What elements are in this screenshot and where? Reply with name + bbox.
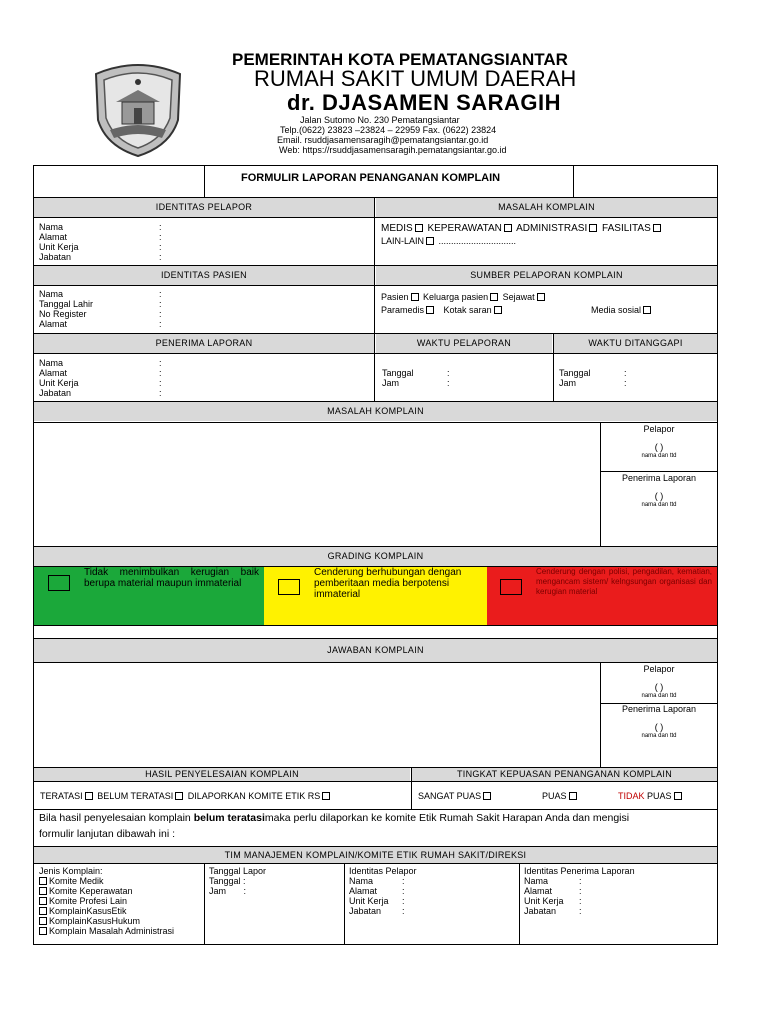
pasien-nama-label: Nama xyxy=(39,289,64,299)
hospital-logo-icon xyxy=(90,60,186,158)
hospital-title: RUMAH SAKIT UMUM DAERAH xyxy=(254,66,577,91)
pelapor-alamat-label: Alamat xyxy=(39,232,68,242)
tanggal-lapor-title: Tanggal Lapor xyxy=(209,866,267,876)
note-line1: Bila hasil penyelesaian komplain belum teratasimaka perlu dilaporkan ke komite Etik Rumah Sakit Harapan Anda dan mengisi xyxy=(39,812,630,824)
complaint-form: FORMULIR LAPORAN PENANGANAN KOMPLAIN IDENTITAS PELAPOR MASALAH KOMPLAIN Nama Alamat Unit Kerja Jabatan : : : : MEDIS KEPERAWATAN ADMINISTRASI FASILITAS LAIN-LAIN ............................... IDENTITAS PASIEN SUMBER PELAPORAN KOMPLAIN Nama Tanggal Lahir No Register Alamat : : : : Pasien Keluarga pasien Sejawat Paramedis Kotak saran Media sosial PENERIMA LAPORAN WAKTU PELAPORAN WAKTU DITANGGAPI Nama Alamat Unit Kerja Jabatan : : : : Tanggal Jam : : Tanggal Jam : : MASALAH KOMPLAIN Pelapor ( ) nama dan ttd Penerima Laporan ( ) nama dan ttd GRADING KOMPLAIN Tidak menimbulkan kerugian baik berupa material maupun immaterial Cenderung berhubungan dengan pemberitaan media berpotensi immaterial Cenderung dengan polisi, pengadilan, kematian, mengancam sistem/ kelngsungan organisasi dan kerugian material JAWABAN KOMPLAIN Pelapor ( ) nama dan ttd Penerima Laporan ( ) nama dan ttd HASIL PENYELESAIAN KOMPLAIN TINGKAT KEPUASAN PENANGANAN KOMPLAIN TERATASI BELUM TERATASI DILAPORKAN KOMITE ETIK RS SANGAT PUAS PUAS TIDAK PUAS Bila hasil penyelesaian komplain belum teratasimaka perlu dilaporkan ke komite Etik Rumah Sakit Harapan Anda dan mengisi formulir lanjutan dibawah ini : TIM MANAJEMEN KOMPLAIN/KOMITE ETIK RUMAH SAKIT/DIREKSI Jenis Komplain: Komite Medik Komite Keperawatan Komite Profesi Lain KomplainKasusEtik KomplainKasusHukum Komplain Masalah Administrasi Tanggal Lapor Tanggal : Jam : Identitas Pelapor Nama Alamat Unit Kerja Jabatan : : : : Identitas Penerima Laporan Nama Alamat Unit Kerja Jabatan : : : : xyxy=(33,165,718,945)
ipn-unit-label: Unit Kerja xyxy=(524,896,564,906)
wp-tanggal-label: Tanggal xyxy=(382,368,414,378)
pelapor-nama-label: Nama xyxy=(39,222,64,232)
lainlain-dots: ............................... xyxy=(438,236,517,246)
opt-sangat-puas[interactable]: SANGAT PUAS xyxy=(418,791,482,801)
grading-header: GRADING KOMPLAIN xyxy=(34,547,717,566)
opt-kotak[interactable]: Kotak saran xyxy=(443,305,492,315)
sig2-paren: ( ) xyxy=(654,491,664,501)
pelapor-unit-label: Unit Kerja xyxy=(39,242,79,252)
grade-yellow-text: Cenderung berhubungan dengan pemberitaan media berpotensi immaterial xyxy=(314,567,462,600)
sig1-paren: ( ) xyxy=(654,442,664,452)
sig4-penerima: Penerima Laporan xyxy=(621,704,697,714)
wd-tanggal-label: Tanggal xyxy=(559,368,591,378)
jam-label: Jam : xyxy=(209,886,247,896)
jenis-item[interactable]: KomplainKasusEtik xyxy=(37,906,127,916)
sig2-small: nama dan ttd xyxy=(641,502,677,508)
opt-keluarga[interactable]: Keluarga pasien xyxy=(423,292,489,302)
opt-pasien[interactable]: Pasien xyxy=(381,292,409,302)
ip-nama-label: Nama xyxy=(349,876,374,886)
gov-title: PEMERINTAH KOTA PEMATANGSIANTAR xyxy=(232,50,568,69)
form-title: FORMULIR LAPORAN PENANGANAN KOMPLAIN xyxy=(241,172,501,184)
ip-alamat-label: Alamat xyxy=(349,886,378,896)
note-line2: formulir lanjutan dibawah ini : xyxy=(39,828,175,840)
sig4-small: nama dan ttd xyxy=(641,733,677,739)
tanggal-label: Tanggal : xyxy=(209,876,246,886)
wd-jam-label: Jam xyxy=(559,378,577,388)
sig3-small: nama dan ttd xyxy=(641,693,677,699)
opt-administrasi[interactable]: ADMINISTRASI xyxy=(516,223,588,234)
grade-green-text: Tidak menimbulkan kerugian baik berupa material maupun immaterial xyxy=(84,567,259,589)
opt-belum[interactable]: BELUM TERATASI xyxy=(97,791,174,801)
tingkat-header: TINGKAT KEPUASAN PENANGANAN KOMPLAIN xyxy=(412,768,717,781)
opt-medis[interactable]: MEDIS xyxy=(381,223,413,234)
penerima-nama-label: Nama xyxy=(39,358,64,368)
opt-paramedis[interactable]: Paramedis xyxy=(381,305,425,315)
grade-yellow-checkbox[interactable] xyxy=(278,579,300,595)
jenis-item[interactable]: Komite Medik xyxy=(37,876,104,886)
sig1-penerima: Penerima Laporan xyxy=(621,473,697,483)
waktu-pelaporan-header: WAKTU PELAPORAN xyxy=(376,334,552,353)
jenis-item[interactable]: KomplainKasusHukum xyxy=(37,916,140,926)
waktu-ditanggapi-header: WAKTU DITANGGAPI xyxy=(554,334,717,353)
grade-red-text: Cenderung dengan polisi, pengadilan, kematian, mengancam sistem/ kelngsungan organisasi dan kerugian material xyxy=(536,567,712,596)
opt-media[interactable]: Media sosial xyxy=(591,305,642,315)
opt-fasilitas[interactable]: FASILITAS xyxy=(602,223,651,234)
email: Email. rsuddjasamensaragih@pematangsiantar.go.id xyxy=(277,135,489,145)
masalah-komplain-section: MASALAH KOMPLAIN xyxy=(34,402,717,421)
opt-teratasi[interactable]: TERATASI xyxy=(40,791,83,801)
identitas-pelapor-header: IDENTITAS PELAPOR xyxy=(34,198,374,217)
ipn-alamat-label: Alamat xyxy=(524,886,553,896)
website: Web: https://rsuddjasamensaragih.pematangsiantar.go.id xyxy=(279,145,507,155)
opt-dilaporkan[interactable]: DILAPORKAN KOMITE ETIK RS xyxy=(187,791,321,801)
sig3-paren: ( ) xyxy=(654,682,664,692)
opt-lainlain[interactable]: LAIN-LAIN xyxy=(381,236,425,246)
opt-keperawatan[interactable]: KEPERAWATAN xyxy=(427,223,502,234)
jenis-item[interactable]: Komite Profesi Lain xyxy=(37,896,127,906)
masalah-komplain-header: MASALAH KOMPLAIN xyxy=(376,198,717,217)
wp-jam-label: Jam xyxy=(382,378,400,388)
ipn-jabatan-label: Jabatan xyxy=(524,906,557,916)
penerima-jabatan-label: Jabatan xyxy=(39,388,72,398)
jawaban-header: JAWABAN KOMPLAIN xyxy=(34,639,717,662)
pasien-alamat-label: Alamat xyxy=(39,319,68,329)
pasien-noreg-label: No Register xyxy=(39,309,87,319)
penerima-unit-label: Unit Kerja xyxy=(39,378,79,388)
ip-jabatan-label: Jabatan xyxy=(349,906,382,916)
pasien-tgl-label: Tanggal Lahir xyxy=(39,299,94,309)
pelapor-jabatan-label: Jabatan xyxy=(39,252,72,262)
opt-sejawat[interactable]: Sejawat xyxy=(502,292,535,302)
jenis-item[interactable]: Komplain Masalah Administrasi xyxy=(37,926,174,936)
grade-red-checkbox[interactable] xyxy=(500,579,522,595)
ident-penerima-title: Identitas Penerima Laporan xyxy=(524,866,635,876)
sig1-small: nama dan ttd xyxy=(641,453,677,459)
ipn-nama-label: Nama xyxy=(524,876,549,886)
grade-green-checkbox[interactable] xyxy=(48,575,70,591)
opt-puas[interactable]: PUAS xyxy=(542,791,567,801)
sumber-pelaporan-header: SUMBER PELAPORAN KOMPLAIN xyxy=(376,266,717,285)
hasil-header: HASIL PENYELESAIAN KOMPLAIN xyxy=(34,768,410,781)
sig4-paren: ( ) xyxy=(654,722,664,732)
hospital-name: dr. DJASAMEN SARAGIH xyxy=(287,90,562,115)
jenis-item[interactable]: Komite Keperawatan xyxy=(37,886,133,896)
identitas-pasien-header: IDENTITAS PASIEN xyxy=(34,266,374,285)
tim-header: TIM MANAJEMEN KOMPLAIN/KOMITE ETIK RUMAH SAKIT/DIREKSI xyxy=(34,847,717,863)
phone: Telp.(0622) 23823 –23824 – 22959 Fax. (0622) 23824 xyxy=(280,125,497,135)
opt-tidak[interactable]: TIDAK xyxy=(618,791,645,801)
penerima-laporan-header: PENERIMA LAPORAN xyxy=(34,334,374,353)
sig1-pelapor: Pelapor xyxy=(643,424,675,434)
jenis-title: Jenis Komplain: xyxy=(39,866,103,876)
ident-pelapor-title: Identitas Pelapor xyxy=(349,866,417,876)
penerima-alamat-label: Alamat xyxy=(39,368,68,378)
sig3-pelapor: Pelapor xyxy=(643,664,675,674)
address: Jalan Sutomo No. 230 Pematangsiantar xyxy=(300,115,460,125)
ip-unit-label: Unit Kerja xyxy=(349,896,389,906)
opt-tidak-puas[interactable]: PUAS xyxy=(647,791,672,801)
